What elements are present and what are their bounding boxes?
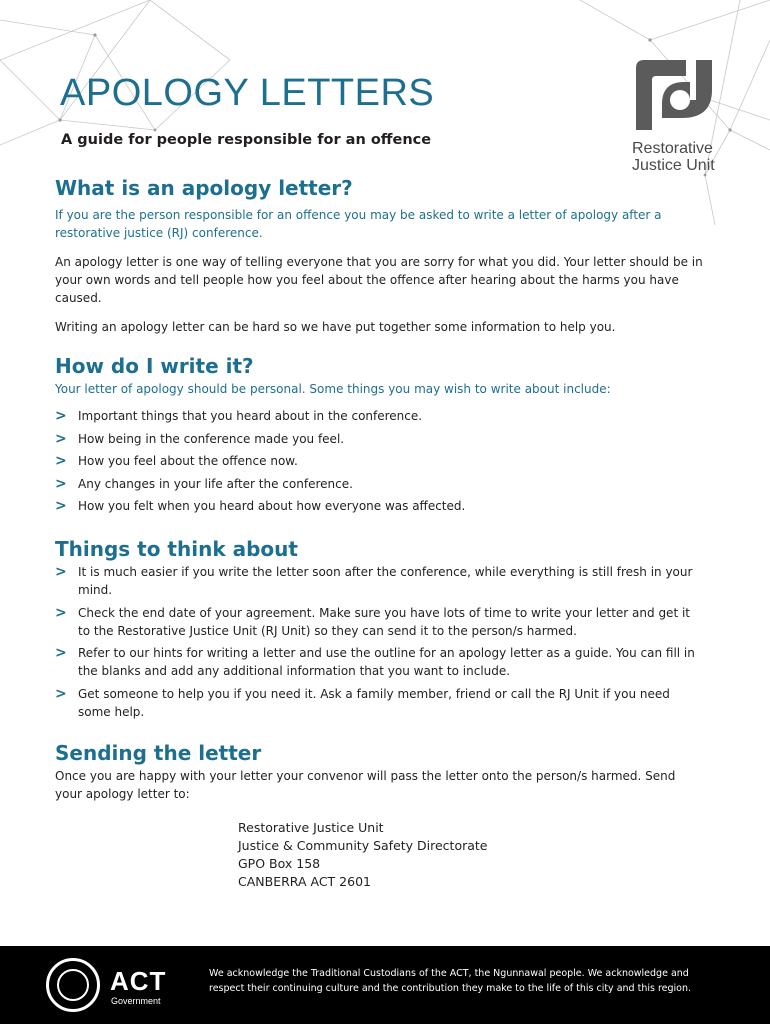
list-item: > It is much easier if you write the letter soon after the conference, while everything is still fresh in your mind. [55,564,693,597]
heading-how: How do I write it? [55,354,254,378]
chevron-right-icon: > [55,453,67,469]
acknowledgement-of-country: We acknowledge the Traditional Custodians of the ACT, the Ngunnawal people. We acknowledge and respect their continuing culture and the contribution they make to the life of this city and this region. [209,968,692,994]
heading-sending: Sending the letter [55,740,262,765]
chevron-right-icon: > [55,430,67,447]
paragraph: Writing an apology letter can be hard so we have put together some information to help you. [55,320,616,334]
chevron-right-icon: > [55,475,67,492]
list-item: > How you felt when you heard about how everyone was affected. [55,498,466,514]
chevron-right-icon: > [55,408,67,424]
section-sending [55,741,705,891]
lead-what: If you are the person responsible for an offence you may be asked to write a letter of apology after a restorative justice (RJ) conference. [55,208,662,240]
list-item: > Any changes in your life after the conference. [55,475,353,492]
restorative-justice-mark-icon [636,60,712,130]
chevron-right-icon: > [55,604,67,621]
act-wordmark: ACT [110,966,167,996]
act-government-logo [46,958,176,1012]
how-list [55,407,705,515]
lead-how: Your letter of apology should be personal. Some things you may wish to write about include: [55,382,611,396]
list-item: > How you feel about the offence now. [55,453,298,469]
act-crest-icon [46,958,100,1012]
list-item: > Get someone to help you if you need it. Ask a family member, friend or call the RJ Unit if you need some help. [55,685,670,719]
section-things [55,537,705,721]
act-government-label: Government [111,996,161,1006]
section-what [55,176,705,336]
chevron-right-icon: > [55,645,67,661]
section-how [55,354,705,515]
chevron-right-icon: > [55,564,67,580]
heading-things: Things to think about [55,537,298,561]
logo-text: Restorative Justice Unit [632,140,715,174]
footer [0,946,770,1024]
address-line: CANBERRA ACT 2601 [238,873,371,889]
chevron-right-icon: > [55,685,67,702]
restorative-justice-logo [632,60,716,174]
list-item: > How being in the conference made you feel. [55,430,345,447]
heading-what: What is an apology letter? [55,176,353,200]
list-item: > Important things that you heard about in the conference. [55,408,423,424]
address-line: Restorative Justice Unit [238,819,384,835]
page-title: APOLOGY LETTERS [60,72,435,114]
address-line: Justice & Community Safety Directorate [238,837,488,853]
list-item: > Check the end date of your agreement. Make sure you have lots of time to write your letter and get it to the Restorative Justice Unit (RJ Unit) so they can send it to the person/s harmed. [55,604,690,638]
paragraph: An apology letter is one way of telling everyone that you are sorry for what you did. Your letter should be in your own words and tell people how you feel about the offence after hearing about the harms you have caused. [55,255,703,305]
mailing-address [238,819,705,891]
address-line: GPO Box 158 [238,855,321,871]
things-list [55,563,705,721]
sending-body: Once you are happy with your letter your convenor will pass the letter onto the person/s harmed. Send your apology letter to: [55,768,676,801]
chevron-right-icon: > [55,498,67,514]
list-item: > Refer to our hints for writing a letter and use the outline for an apology letter as a guide. You can fill in the blanks and add any additional information that you want to include. [55,645,695,678]
page-subtitle: A guide for people responsible for an offence [61,132,432,148]
main-content [55,176,705,891]
